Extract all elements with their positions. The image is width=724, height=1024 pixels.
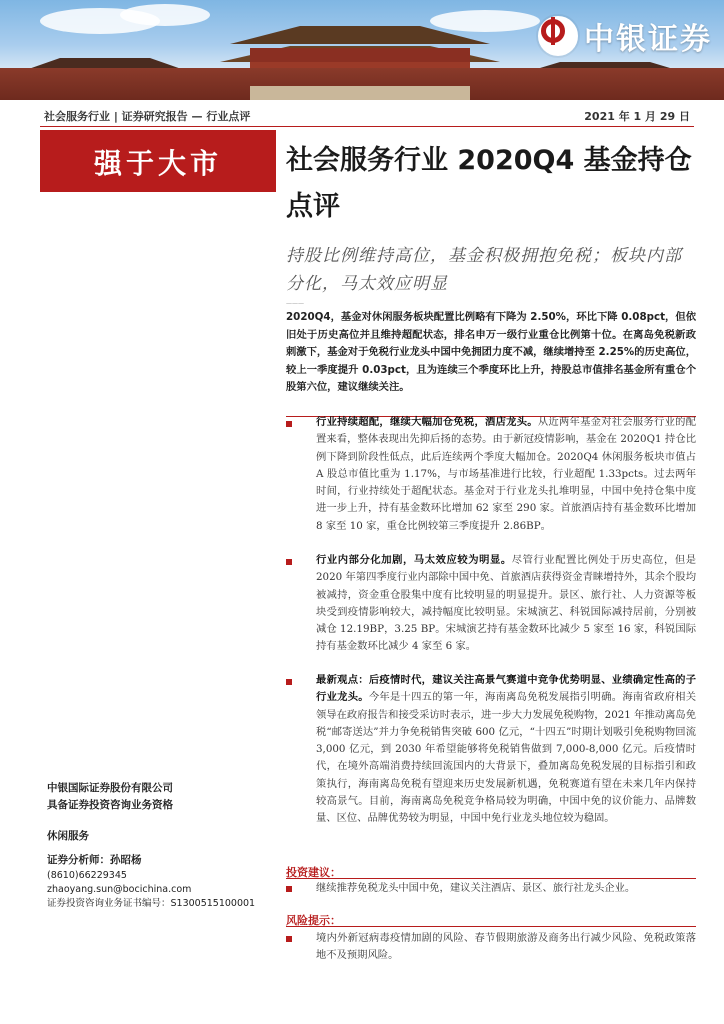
bullet-body: 尽管行业配置比例处于历史高位，但是 2020 年第四季度行业内部除中国中免、首旅酒店获得资金青睐增持外，其余个股均被减持，资金重仓股集中度有比较明显的明显提升。景区、旅行社、人力资源等板块受到疫情影响较大，减持幅度比较明显。宋城演艺、科锐国际减持居前，分别被减仓 12.19BP，3.25 BP。宋城演艺持有基金数环比减少 5 家至 16 家，科锐国际持有基金数环比减少 4 家至 6 家。 [316, 554, 697, 653]
investment-heading: 投资建议： [286, 866, 341, 879]
sector-label: 休闲服务 [47, 830, 89, 842]
bullet-square-icon [286, 679, 292, 685]
company-qualification: 具备证券投资咨询业务资格 [47, 799, 173, 811]
report-date: 2021 年 1 月 29 日 [584, 110, 690, 123]
bullet-body: 今年是十四五的第一年，海南离岛免税发展指引明确。海南省政府相关领导在政府报告和接受采访时表示，进一步大力发展免税购物，2021 年推动离岛免税“邮寄送达”并力争免税销售突破 600 亿元，“十四五”时期计划吸引免税购物回流 3,000 亿元，到 2030 年希望能够将免税销售做到 7,000-8,000 亿元。后疫情时代，在境外高端消费持续回流国内的大背景下，叠加离岛免税发展的目标指引和政策执行，海南离岛免税有望迎来历史发展新机遇，免税赛道有望在未来几年内保持较高景气。目前，海南离岛免税竞争格局较为明确，中国中免的议价能力、品牌数量、区位、品牌优势较为明显，中国中免行业龙头地位较为稳固。 [316, 691, 697, 825]
bullet-square-icon [286, 886, 292, 892]
breadcrumb: 社会服务行业 | 证券研究报告 — 行业点评 [44, 110, 251, 123]
investment-item [286, 880, 696, 897]
bullet-square-icon [286, 936, 292, 942]
bullet-item-3 [286, 672, 696, 828]
risk-text: 境内外新冠病毒疫情加剧的风险、春节假期旅游及商务出行减少风险、免税政策落地不及预期风险。 [316, 932, 696, 962]
bullet-lead: 行业持续超配，继续大幅加仓免税，酒店龙头。 [316, 416, 538, 428]
bullet-item-1 [286, 414, 696, 535]
company-info [47, 780, 173, 814]
bullet-lead: 行业内部分化加剧，马太效应较为明显。 [316, 554, 512, 566]
bullet-body: 从近两年基金对社会服务行业的配置来看，整体表现出先抑后扬的态势。由于新冠疫情影响，基金在 2020Q1 持仓比例下降到阶段性低点，此后连续两个季度大幅加仓。2020Q4 休闲服务板块市值占 A 股总市值比重为 1.17%，与市场基准进行比较，行业超配 1.33pcts。过去两年时间，行业持续处于超配状态。基金对于行业龙头扎堆明显，中国中免持仓集中度进一步上升，持有基金数环比增加 62 家至 290 家。首旅酒店持有基金数环比增加 8 家至 10 家，重仓比例较第三季度提升 2.86BP。 [316, 416, 697, 532]
brand-logo [538, 14, 712, 58]
bullet-square-icon [286, 421, 292, 427]
brand-name: 中银证券 [584, 22, 712, 57]
analyst-email: zhaoyang.sun@bocichina.com [47, 884, 192, 895]
analyst-name: 证券分析师：孙昭杨 [47, 854, 142, 866]
report-title: 社会服务行业 2020Q4 基金持仓点评 [286, 145, 692, 222]
analyst-cert: 证券投资咨询业务证书编号：S1300515100001 [47, 898, 256, 909]
boc-logo-icon [538, 16, 578, 56]
rating-label: 强于大市 [93, 147, 222, 180]
analyst-info [47, 852, 255, 911]
investment-divider [286, 878, 696, 879]
tiny-mark: ——— [286, 300, 304, 307]
bullet-lead: 最新观点：后疫情时代，建议关注高景气赛道中竞争优势明显、业绩确定性高的子行业龙头。 [316, 674, 696, 704]
analyst-phone: (8610)66229345 [47, 870, 127, 881]
risk-divider [286, 926, 696, 927]
sector-info [47, 828, 89, 845]
bullet-square-icon [286, 559, 292, 565]
risk-heading: 风险提示： [286, 914, 341, 927]
report-subtitle: 持股比例维持高位，基金积极拥抱免税；板块内部分化，马太效应明显 [286, 246, 682, 294]
company-name: 中银国际证券股份有限公司 [47, 782, 173, 794]
breadcrumb-bar [40, 104, 694, 127]
risk-item [286, 930, 696, 965]
investment-text: 继续推荐免税龙头中国中免，建议关注酒店、景区、旅行社龙头企业。 [316, 882, 636, 894]
bullet-item-2 [286, 552, 696, 656]
summary-paragraph: 2020Q4，基金对休闲服务板块配置比例略有下降为 2.50%，环比下降 0.08pct，但依旧处于历史高位并且维持超配状态，排名申万一级行业重仓比例第十位。在离岛免税新政刺激下，基金对于免税行业龙头中国中免拥团力度不减，继续增持至 2.25%的历史高位，较上一季度提升 0.03pct，且为连续三个季度环比上升，持股总市值排名基金所有重仓个股第六位，建议继续关注。 [286, 311, 696, 394]
